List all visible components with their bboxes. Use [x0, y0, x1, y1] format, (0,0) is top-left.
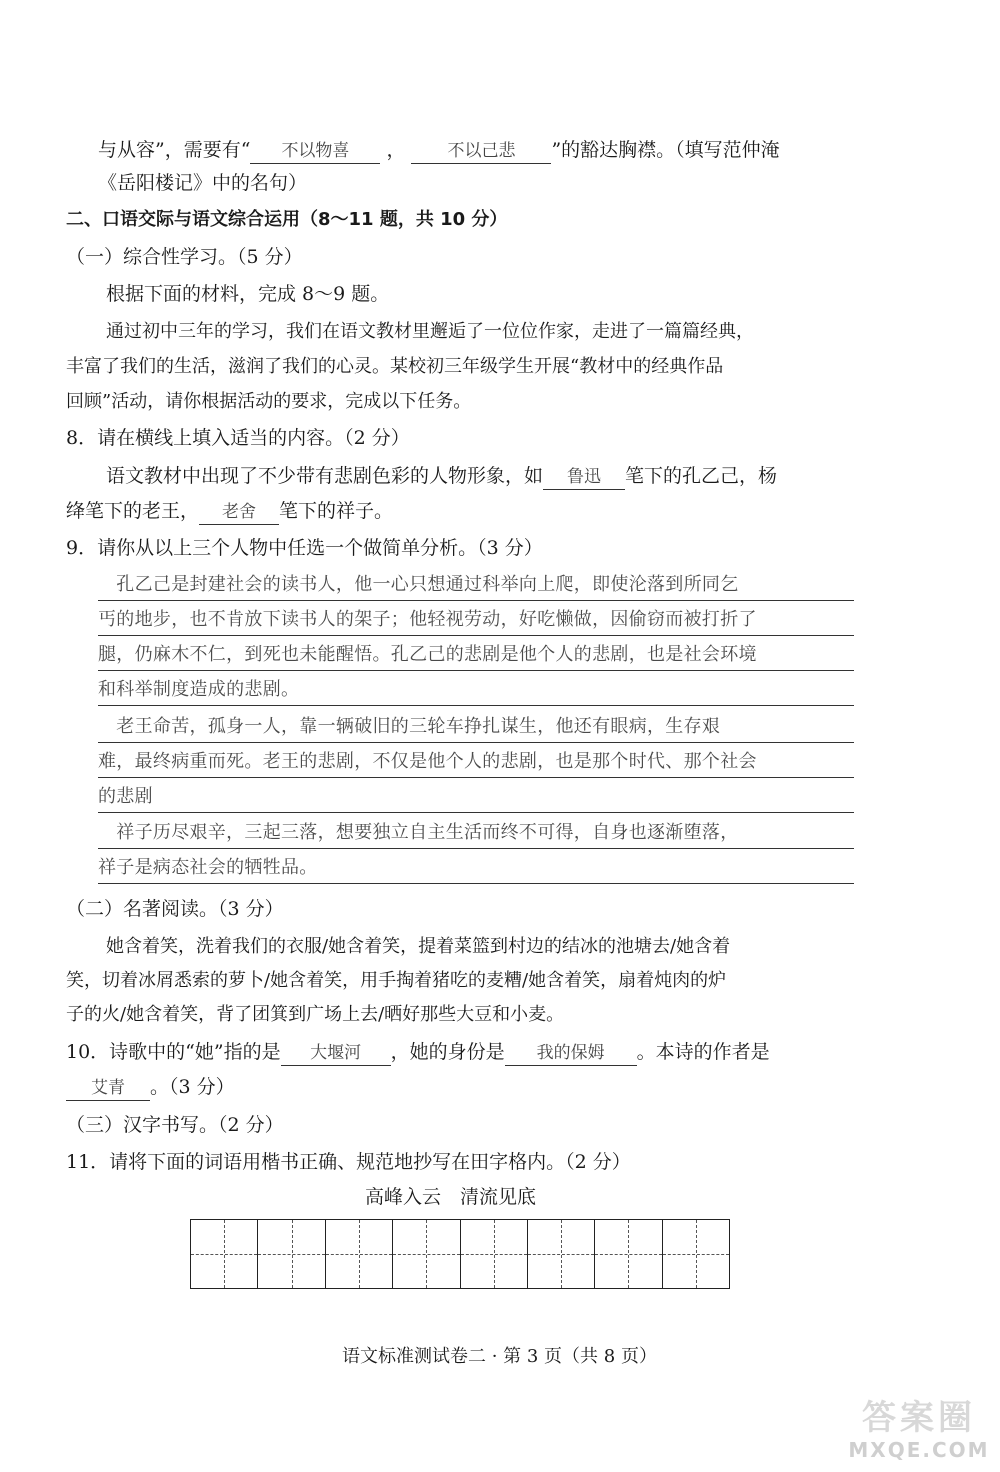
- watermark-logo: [844, 1398, 994, 1466]
- q7-continuation: 与从容”，需要有“ 不以物喜 ， 不以己悲 ”的豁达胸襟。（填写范仲淹: [98, 136, 780, 164]
- tianzige-cell[interactable]: [595, 1220, 662, 1288]
- watermark-top: 答案圈: [862, 1398, 976, 1438]
- material-line: 通过初中三年的学习，我们在语文教材里邂逅了一位位作家，走进了一篇篇经典，: [106, 321, 754, 342]
- page-footer: 语文标准测试卷二 · 第 3 页（共 8 页）: [342, 1346, 657, 1367]
- q9-answer-line: 祥子是病态社会的牺牲品。: [98, 853, 854, 884]
- q9-answer-line: 和科举制度造成的悲剧。: [98, 675, 854, 706]
- q10-line-2: 艾青 。（3 分）: [66, 1073, 235, 1101]
- q10-line-1: 10．诗歌中的“她”指的是 大堰河 ，她的身份是 我的保姆 。本诗的作者是: [66, 1038, 770, 1066]
- q7-note: 《岳阳楼记》中的名句）: [98, 172, 308, 194]
- q8-stem: 8．请在横线上填入适当的内容。（2 分）: [66, 427, 410, 449]
- q7-answer-1: 不以物喜: [250, 139, 380, 164]
- q9-answer-line: 孔乙己是封建社会的读书人，他一心只想通过科举向上爬，即使沦落到所同乞: [98, 570, 854, 601]
- watermark-bottom: MXQE.COM: [848, 1438, 990, 1462]
- poem-line: 子的火/她含着笑，背了团箕到广场上去/晒好那些大豆和小麦。: [66, 1004, 565, 1025]
- q10-answer-3: 艾青: [66, 1076, 150, 1101]
- part-2-title: （二）名著阅读。（3 分）: [66, 898, 284, 920]
- tianzige-cell[interactable]: [258, 1220, 325, 1288]
- q9-answer-line: 难，最终病重而死。老王的悲剧，不仅是他个人的悲剧，也是那个时代、那个社会: [98, 747, 854, 778]
- part-3-title: （三）汉字书写。（2 分）: [66, 1114, 284, 1136]
- part-1-title: （一）综合性学习。（5 分）: [66, 246, 303, 268]
- tianzige-cell[interactable]: [663, 1220, 729, 1288]
- tianzige-cell[interactable]: [528, 1220, 595, 1288]
- q9-stem: 9．请你从以上三个人物中任选一个做简单分析。（3 分）: [66, 537, 543, 559]
- q8-line-1: 语文教材中出现了不少带有悲剧色彩的人物形象，如 鲁迅 笔下的孔乙己，杨: [106, 462, 777, 490]
- q10-answer-2: 我的保姆: [505, 1041, 637, 1066]
- q9-answer-line: 的悲剧: [98, 782, 854, 813]
- q9-answer-line: 丐的地步，也不肯放下读书人的架子；他轻视劳动，好吃懒做，因偷窃而被打折了: [98, 605, 854, 636]
- poem-line: 她含着笑，洗着我们的衣服/她含着笑，提着菜篮到村边的结冰的池塘去/她含着: [106, 936, 731, 957]
- q8-answer-2: 老舍: [199, 500, 279, 525]
- q9-answer-line: 祥子历尽艰辛，三起三落，想要独立自主生活而终不可得，自身也逐渐堕落，: [98, 818, 854, 849]
- tianzige-cell[interactable]: [393, 1220, 460, 1288]
- q9-answer-line: 老王命苦，孤身一人，靠一辆破旧的三轮车挣扎谋生，他还有眼病，生存艰: [98, 712, 854, 743]
- tianzige-cell[interactable]: [326, 1220, 393, 1288]
- poem-line: 笑，切着冰屑悉索的萝卜/她含着笑，用手掏着猪吃的麦糟/她含着笑，扇着炖肉的炉: [66, 970, 727, 991]
- q8-answer-1: 鲁迅: [543, 465, 625, 490]
- q10-answer-1: 大堰河: [281, 1041, 391, 1066]
- q7-answer-2: 不以己悲: [411, 139, 551, 164]
- tianzige-cell[interactable]: [191, 1220, 258, 1288]
- tianzige-cell[interactable]: [461, 1220, 528, 1288]
- material-line: 丰富了我们的生活，滋润了我们的心灵。某校初三年级学生开展“教材中的经典作品: [66, 356, 724, 377]
- q11-phrase: 高峰入云 清流见底: [365, 1186, 537, 1208]
- q8-line-2: 绛笔下的老王， 老舍 笔下的祥子。: [66, 497, 393, 525]
- q11-stem: 11．请将下面的词语用楷书正确、规范地抄写在田字格内。（2 分）: [66, 1151, 631, 1173]
- tianzige-grid: [190, 1219, 730, 1289]
- q9-answer-line: 腿，仍麻木不仁，到死也未能醒悟。孔乙己的悲剧是他个人的悲剧，也是社会环境: [98, 640, 854, 671]
- part-1-instruction: 根据下面的材料，完成 8～9 题。: [106, 283, 390, 305]
- section-2-title: 二、口语交际与语文综合运用（8～11 题，共 10 分）: [66, 209, 508, 230]
- material-line: 回顾”活动，请你根据活动的要求，完成以下任务。: [66, 391, 472, 412]
